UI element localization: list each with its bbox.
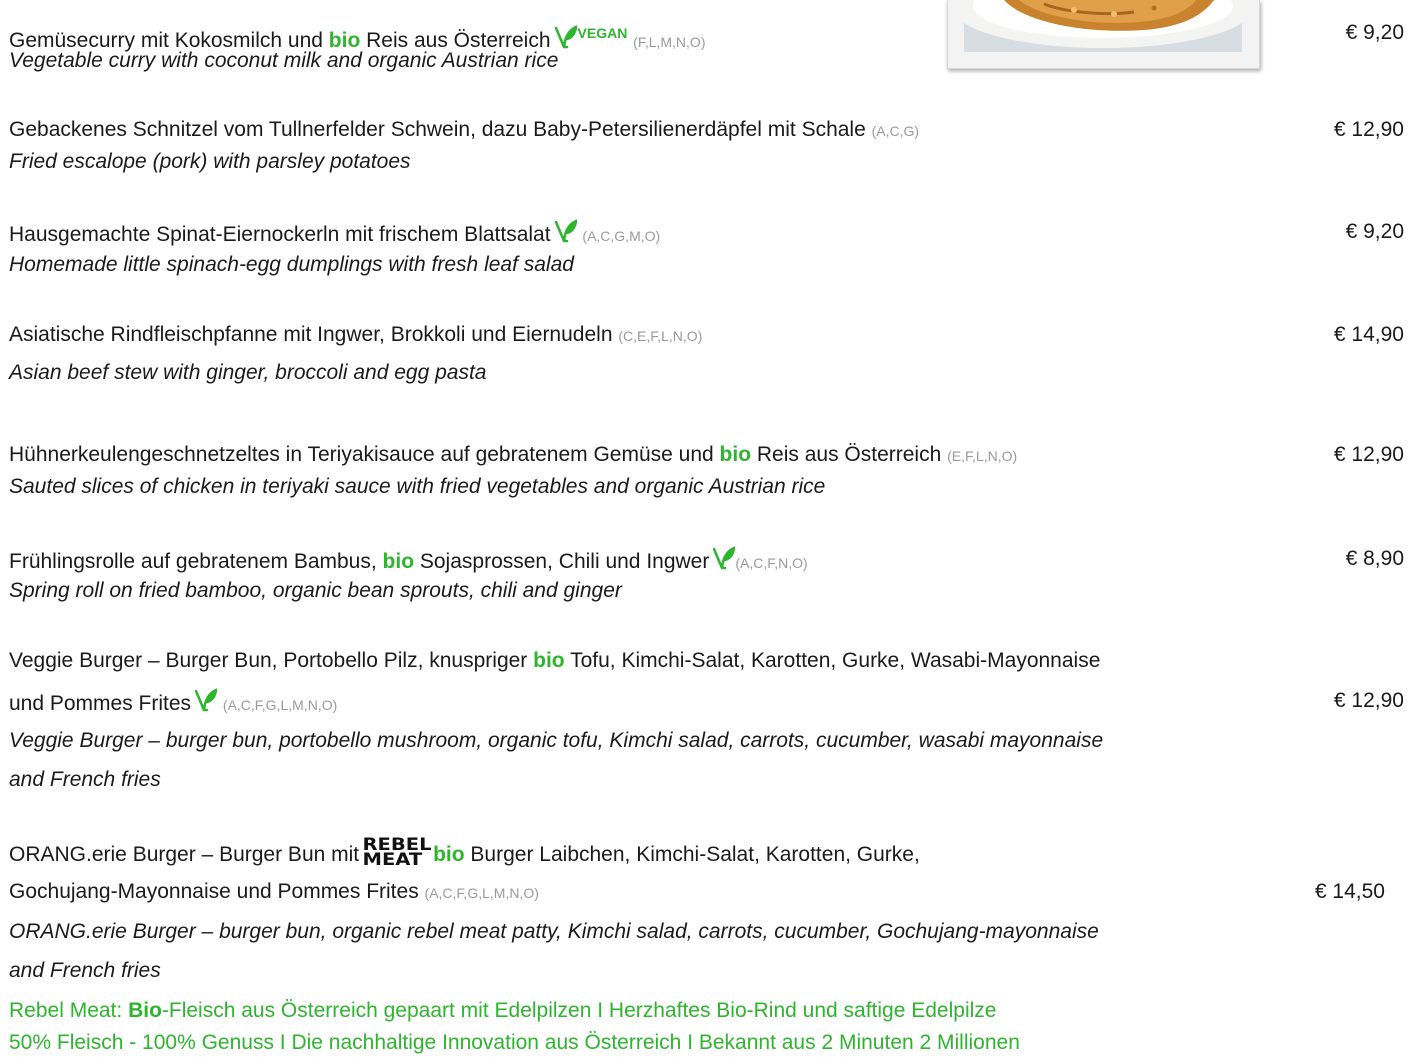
allergen-codes: (C,E,F,L,N,O) xyxy=(618,328,703,344)
dish-6-title: Frühlingsrolle auf gebratenem Bambus, bio Sojasprossen, Chili und Ingwer (A,C,F,N,O) xyxy=(9,546,808,577)
dish-7-title-line1: Veggie Burger – Burger Bun, Portobello Pilz, knuspriger bio Tofu, Kimchi-Salat, Karotten, Gurke, Wasabi-Mayonnaise xyxy=(9,649,1101,672)
rebel-meat-logo: REBEL MEAT xyxy=(362,835,432,870)
dish-1-title: Gemüsecurry mit Kokosmilch und bio Reis aus Österreich $^{VEGAN}$ (F,L,M,N,O) xyxy=(9,20,706,56)
allergen-codes: (F,L,M,N,O) xyxy=(633,34,706,50)
schnitzel-image xyxy=(964,0,1242,52)
dish-1-translation: Vegetable curry with coconut milk and organic Austrian rice xyxy=(9,49,559,72)
dish-8-title-line2: Gochujang-Mayonnaise und Pommes Frites (A,C,F,G,L,M,N,O) xyxy=(9,880,539,903)
allergen-codes: (A,C,F,G,L,M,N,O) xyxy=(424,885,539,901)
dish-1-price: € 9,20 xyxy=(1345,21,1404,44)
dish-7-title-line2: und Pommes Frites (A,C,F,G,L,M,N,O) xyxy=(9,688,337,719)
vegan-leaf-icon xyxy=(195,688,217,719)
rebel-meat-note-line1: Rebel Meat: Bio-Fleisch aus Österreich gepaart mit Edelpilzen I Herzhaftes Bio-Rind und saftige Edelpilze xyxy=(9,999,997,1022)
bio-tag: bio xyxy=(382,550,415,573)
allergen-codes: (A,C,G) xyxy=(871,123,920,139)
dish-8-price: € 14,50 xyxy=(1314,880,1385,903)
dish-5-price: € 12,90 xyxy=(1333,443,1404,466)
vegan-leaf-icon xyxy=(713,546,735,577)
dish-5-title: Hühnerkeulengeschnetzeltes in Teriyakisauce auf gebratenem Gemüse und bio Reis aus Österreich (E,F,L,N,O) xyxy=(9,443,1018,466)
vegan-label: VEGAN xyxy=(577,25,628,41)
dish-3-title: Hausgemachte Spinat-Eiernockerln mit frischem Blattsalat (A,C,G,M,O) xyxy=(9,219,660,250)
dish-8-translation-line2: and French fries xyxy=(9,959,161,982)
dish-4-translation: Asian beef stew with ginger, broccoli and egg pasta xyxy=(9,361,487,384)
dish-2-translation: Fried escalope (pork) with parsley potatoes xyxy=(9,150,411,173)
schnitzel-photo xyxy=(947,0,1260,69)
rebel-meat-note-line2: 50% Fleisch - 100% Genuss I Die nachhaltige Innovation aus Österreich I Bekannt aus 2 Minuten 2 Millionen xyxy=(9,1031,1020,1054)
bio-tag: bio xyxy=(433,843,465,866)
dish-5-translation: Sauted slices of chicken in teriyaki sauce with fried vegetables and organic Austrian rice xyxy=(9,475,826,498)
allergen-codes: (A,C,F,G,L,M,N,O) xyxy=(222,697,338,713)
dish-3-translation: Homemade little spinach-egg dumplings with fresh leaf salad xyxy=(9,253,574,276)
bio-tag: bio xyxy=(328,29,361,52)
allergen-codes: (E,F,L,N,O) xyxy=(947,448,1018,464)
bio-tag: bio xyxy=(719,443,752,466)
bio-tag: bio xyxy=(533,649,565,672)
dish-2-title: Gebackenes Schnitzel vom Tullnerfelder Schwein, dazu Baby-Petersilienerdäpfel mit Schale (A,C,G) xyxy=(9,118,920,141)
dish-6-translation: Spring roll on fried bamboo, organic bean sprouts, chili and ginger xyxy=(9,579,622,602)
dish-4-title: Asiatische Rindfleischpfanne mit Ingwer, Brokkoli und Eiernudeln (C,E,F,L,N,O) xyxy=(9,323,703,346)
dish-7-translation-line2: and French fries xyxy=(9,768,161,791)
dish-2-price: € 12,90 xyxy=(1333,118,1404,141)
dish-4-price: € 14,90 xyxy=(1333,323,1404,346)
dish-7-translation-line1: Veggie Burger – burger bun, portobello mushroom, organic tofu, Kimchi salad, carrots, cucumber, wasabi mayonnaise xyxy=(9,729,1104,752)
dish-8-translation-line1: ORANG.erie Burger – burger bun, organic rebel meat patty, Kimchi salad, carrots, cucumber, Gochujang-mayonnaise xyxy=(9,920,1099,943)
dish-6-price: € 8,90 xyxy=(1345,547,1404,570)
dish-3-price: € 9,20 xyxy=(1345,220,1404,243)
allergen-codes: (A,C,F,N,O) xyxy=(735,555,808,571)
dish-8-title-line1: ORANG.erie Burger – Burger Bun mit REBEL MEAT bio Burger Laibchen, Kimchi-Salat, Karotten, Gurke, xyxy=(9,835,920,870)
allergen-codes: (A,C,G,M,O) xyxy=(582,228,661,244)
vegan-leaf-icon xyxy=(555,219,577,250)
dish-7-price: € 12,90 xyxy=(1333,689,1404,712)
